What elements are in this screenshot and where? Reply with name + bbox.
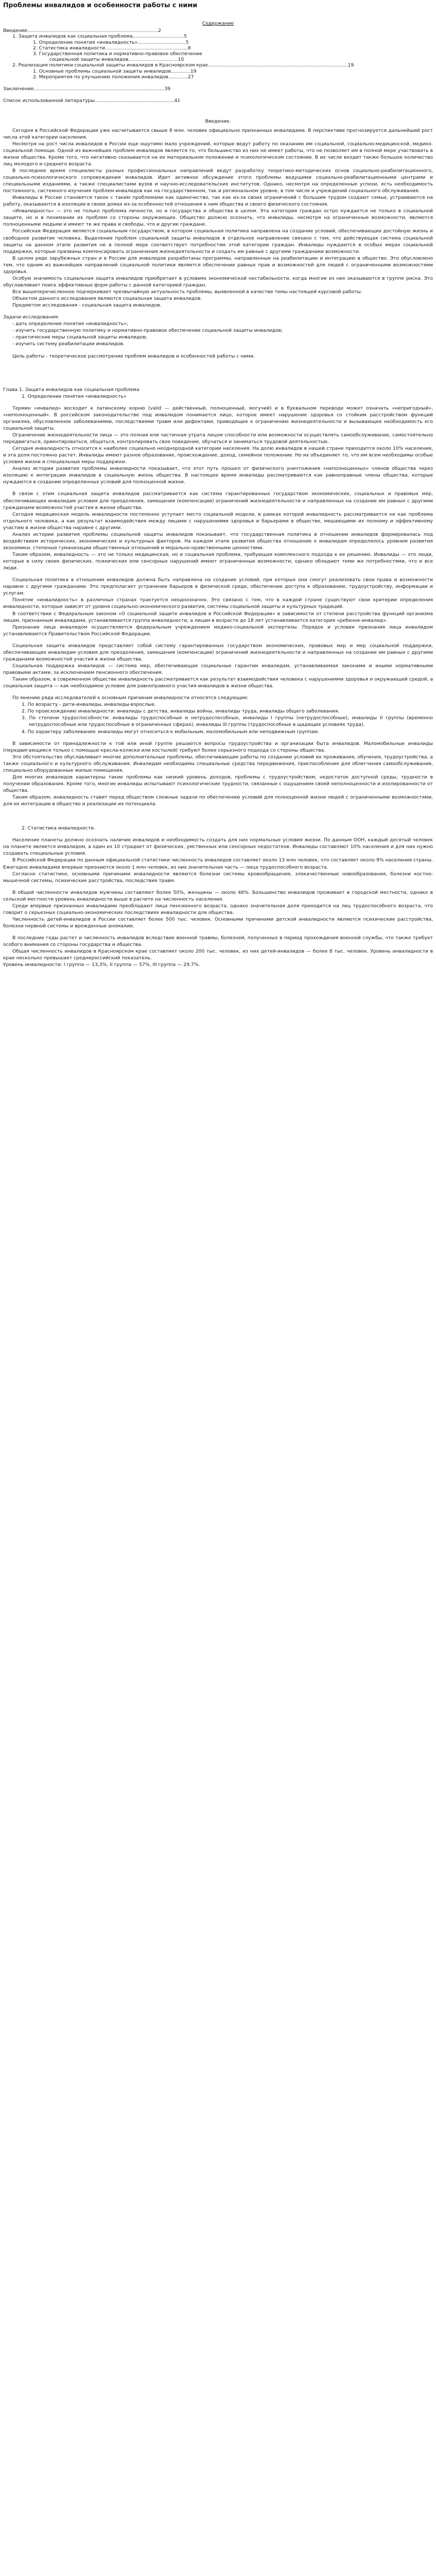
intro-paragraph: Несмотря на рост числа инвалидов в России еще ощутимо мало учреждений, которые ведут работу по оказанию им социальной, социально-медицинской, медико-социальной помощи. Одной из важнейших проблем инвалидов является то, что большинство из них не имеет работы, что не позволяет им в полной мере участвовать в жизни общества. Кроме того, что негативно сказывается на их материальном положении и психологическом состоянии. В их числе входит также большое количество лиц молодого и среднего возраста.	[3, 141, 433, 167]
chapter1-paragraph: Социальная политика в отношении инвалидов должна быть направлена на создание условий, при которых они смогут реализовать свои права и возможности наравне с другими гражданами. Это предполагает устранение барьеров в физической среде, обеспечение доступа к образованию, трудоустройству, информации и услугам.	[3, 577, 433, 597]
chapter1-paragraph: Понятие «инвалидность» в различных странах трактуется неоднозначно. Это связано с тем, что в каждой стране существуют свои критерии определения инвалидности, которые зависят от уровня социально-экономического развития, системы социальной защиты и культурных традиций.	[3, 597, 433, 610]
stats-body	[3, 837, 433, 961]
intro-heading: Введение.	[205, 118, 231, 125]
stats-paragraph: В общей численности инвалидов мужчины составляют более 50%, женщины — около 48%. Большинство инвалидов проживает в городской местности, однако в сельской местности уровень инвалидности выше в расчете на численность населения.	[3, 889, 433, 902]
tasks-list	[3, 320, 433, 347]
intro-paragraph: Объектом данного исследования являются социальная защита инвалидов.	[12, 296, 202, 302]
chapter1-paragraph: Термин «инвалид» восходит к латинскому корню (valid — действенный, полноценный, могучий) и в буквальном переводе может означать «непригодный», «неполноценный». В российском законодательстве под инвалидом понимается лицо, которое имеет нарушение здоровья со стойким расстройством функций организма, обусловленное заболеваниями, последствиями травм или дефектами, приводящее к ограничению жизнедеятельности и вызывающее необходимость его социальной защиты.	[3, 405, 433, 431]
toc-entry: Список использованной литературы.....................................................41	[3, 98, 181, 104]
toc-entry: 1. Определение понятия «инвалидность»................................5	[33, 39, 189, 45]
intro-paragraph: Инвалиды в России становятся такое с таким проблемами как одиночество, так как из-за своих ограничений с большим трудом создают семьи, устраиваются на работу, оказываются в изоляции в своих домах из-за особенностей отношения к ним общества и своего физического состояния.	[3, 195, 433, 208]
intro-paragraph: В целом ряде зарубежных стран и в России для инвалидов разработаны программы, направленные на реабилитацию и интеграцию в общество. Это обусловлено тем, что одним из важнейших направлений социальной политики является обеспечение равных прав и возможностей для людей с ограниченными возможностями здоровья.	[3, 255, 433, 275]
toc-entry: 2. Реализация политики социальной защиты инвалидов в Красноярском крае.............................................................................................19	[12, 62, 354, 69]
toc-entry: 2. Статистика инвалидности.......................................................8	[33, 45, 191, 51]
table-of-contents	[3, 28, 433, 104]
cause-item: 1. По возрасту - дети-инвалиды, инвалиды-взрослые.	[22, 702, 156, 708]
stats-paragraph: Общая численность инвалидов в Красноярском крае составляет около 200 тыс. человек, из них детей-инвалидов — более 8 тыс. человек. Уровень инвалидности в крае несколько превышает среднероссийский показатель.	[3, 948, 433, 961]
tasks-heading: Задачи исследования:	[3, 314, 60, 320]
section2-heading: 2. Статистика инвалидности.	[22, 825, 96, 832]
chapter1-body	[3, 405, 433, 690]
cause-item: 4. По характеру заболевания: инвалиды могут относиться к мобильным, маломобильным или неподвижным группам.	[22, 728, 320, 735]
causes-paragraph: Таким образом, инвалидность ставит перед обществом сложные задачи по обеспечению условий для полноценной жизни людей с ограниченными возможностями, для их интеграции в общество и реализации их потенциала.	[3, 794, 433, 807]
task-item: - практические меры социальной защиты инвалидов;	[12, 334, 147, 341]
stats-paragraph: В Российской Федерации по данным официальной статистики численность инвалидов составляет около 13 млн человек, что составляет около 9% населения страны. Ежегодно инвалидами впервые признаются около 1 млн человек, из них значительная часть — лица трудоспособного возраста.	[3, 857, 433, 870]
intro-paragraph: Все вышеперечисленное подчеркивает чрезвычайную актуальность проблемы, выявленной в качестве темы настоящей курсовой работы.	[12, 289, 362, 295]
chapter1-paragraph: В связи с этим социальная защита инвалидов рассматривается как система гарантированных государством экономических, социальных и правовых мер, обеспечивающих инвалидам условия для преодоления, замещения (компенсации) ограничений жизнедеятельности и направленных на создание им равных с другими гражданами возможностей участия в жизни общества.	[3, 491, 433, 511]
intro-paragraph: Российская Федерация является социальным государством, в котором социальная политика направлена на создание условий, обеспечивающих достойную жизнь и свободное развитие человека. Выделение проблем социальной защиты инвалидов в отдельное направление связано с тем, что действующая система социальной защиты на данном этапе развития не в полной мере соответствует потребностям этой категории граждан. Инвалиды нуждаются в особых мерах социальной поддержки, которые призваны компенсировать ограничения жизнедеятельности и создать им равные с другими гражданами возможности.	[3, 228, 433, 255]
task-item: - изучить государственную политику и нормативно-правовое обеспечение социальной защиты инвалидов;	[12, 328, 283, 334]
stats-paragraph: Согласно статистике, основными причинами инвалидности являются болезни системы кровообращения, злокачественные новообразования, болезни костно-мышечной системы, психические расстройства, последствия травм.	[3, 871, 433, 884]
cause-item: 2. По происхождению инвалидности: инвалиды с детства, инвалиды войны, инвалиды труда, инвалиды общего заболевания.	[22, 708, 340, 715]
toc-entry: Заключение.......................................................................................39	[3, 86, 171, 92]
toc-entry: социальной защиты инвалидов.................................10	[49, 57, 184, 63]
chapter1-paragraph: Таким образом, в современном обществе инвалидность рассматривается как результат взаимодействия человека с нарушениями здоровья и окружающей средой, а социальная защита — как необходимое условие для равноправного участия инвалидов в жизни общества.	[3, 676, 433, 689]
chapter1-paragraph: Признание лица инвалидом осуществляется федеральным учреждением медико-социальной экспертизы. Порядок и условия признания лица инвалидом устанавливаются Правительством Российской Федерации.	[3, 624, 433, 637]
stats-paragraph: В последние годы растет и численность инвалидов вследствие военной травмы, болезней, полученных в период прохождения военной службы, что также требует особого внимания со стороны государства и общества.	[3, 935, 433, 948]
toc-entry: 3. Государственная политика и нормативно-правовое обеспечение	[33, 50, 202, 57]
chapter1-heading: Глава 1. Защита инвалидов как социальная проблема	[3, 386, 139, 393]
causes-paragraph: В зависимости от принадлежности к той или иной группе решаются вопросы трудоустройства и организации быта инвалидов. Маломобильные инвалиды (передвигающиеся только с помощью кресла-коляски или костылей) требуют более серьезного подхода со стороны общества.	[3, 740, 433, 753]
chapter1-paragraph: Социальная защита инвалидов представляет собой систему гарантированных государством экономических, правовых мер и мер социальной поддержки, обеспечивающих инвалидам условия для преодоления, замещения (компенсации) ограничений жизнедеятельности и направленных на создание им равных с другими гражданами возможностей участия в жизни общества.	[3, 642, 433, 662]
chapter1-paragraph: Анализ истории развития проблемы социальной защиты инвалидов показывает, что государственная политика в отношении инвалидов формировалась под воздействием исторических, экономических и культурных факторов. На каждом этапе развития общества отношение к инвалидам определялось уровнем развития экономики, степенью гуманизации общественных отношений и морально-нравственными ценностями.	[3, 531, 433, 551]
chapter1-paragraph: Таким образом, инвалидность — это не только медицинская, но и социальная проблема, требующая комплексного подхода к ее решению. Инвалиды — это люди, которые в силу своих физических, психических или сенсорных нарушений имеют ограниченные возможности, однако обладают теми же потребностями, что и все люди.	[3, 552, 433, 571]
intro-paragraph: Особую значимость социальная защита инвалидов приобретает в условиях экономической нестабильности, когда многие из них оказываются в группе риска. Это обуславливает поиск эффективных форм работы с данной категорией граждан.	[3, 275, 433, 288]
cause-item: 3. По степени трудоспособности: инвалиды трудоспособные и нетрудоспособные, инвалиды I группы (нетрудоспособные), инвалиды II группы (временно нетрудоспособные или трудоспособные в ограниченных сферах), инвалиды III группы (трудоспособные в щадящих условиях труда).	[22, 715, 433, 728]
task-item: - изучить систему реабилитации инвалидов.	[12, 341, 125, 347]
chapter1-paragraph: Ограничение жизнедеятельности лица — это полная или частичная утрата лицом способности или возможности осуществлять самообслуживание, самостоятельно передвигаться, ориентироваться, общаться, контролировать свое поведение, обучаться и заниматься трудовой деятельностью.	[3, 432, 433, 445]
chapter1-paragraph: Сегодня инвалидность относится к наиболее социально неоднородной категории населения. На долю инвалидов в нашей стране приходится около 10% населения, и эта доля постоянно растет. Инвалиды имеют разное образование, происхождение, доход, семейное положение. Но их объединяет то, что им всем необходимы особые условия жизни и специальные меры поддержки.	[3, 446, 433, 465]
causes-body	[3, 740, 433, 808]
intro-body	[3, 127, 433, 309]
stats-paragraph: Население планеты должно осознать наличие инвалидов и необходимость создать для них нормальные условия жизни. По данным ООН, каждый десятый человек на планете является инвалидом, а один из 10 страдает от физических, умственных или сенсорных недостатков. Инвалиды составляют 10% населения и для них нужно создавать специальные условия.	[3, 837, 433, 857]
chapter1-paragraph: Социальная поддержка инвалидов — система мер, обеспечивающая социальные гарантии инвалидам, устанавливаемая законами и иными нормативными правовыми актами, за исключением пенсионного обеспечения.	[3, 663, 433, 676]
toc-entry: Введение.......................................................................................2	[3, 28, 161, 34]
intro-paragraph: Предметом исследования - социальная защита инвалидов.	[12, 302, 162, 309]
document-title: Проблемы инвалидов и особенности работы с ними	[3, 1, 198, 9]
toc-entry: 1. Защита инвалидов как социальная проблема..................................5	[12, 33, 187, 40]
toc-entry: 1. Основные проблемы социальной защиты инвалидов.............19	[33, 68, 197, 74]
stats-paragraph: Среди впервые признанных инвалидами преобладают лица пенсионного возраста, однако значительная доля приходится на лиц трудоспособного возраста, что говорит о серьезных социально-экономических последствиях инвалидности для общества.	[3, 903, 433, 916]
intro-paragraph: В последнее время специалисты разных профессиональных направлений ведут разработку теоретико-методических основ социально-реабилитационного, социально-психологического сопровождения инвалидов. Идет активное обсуждение этого проблемы ведущими социально-реабилитационными центрами и специальными изданиями, а также специалистами вузов и научно-исследовательских институтов. Однако, несмотря на определенные успехи, есть необходимость постоянного, системного изучения проблем инвалидов как на государственном, так и региональном уровне, в том числе и учреждений социального обслуживания.	[3, 167, 433, 194]
section1-heading: 1. Определение понятия «инвалидность»	[22, 393, 127, 399]
stats-footer: Уровень инвалидности: I группа — 13,3%, II группа — 57%, III группа — 29,7%.	[3, 962, 200, 968]
causes-intro: По мнению ряда исследователей к основным причинам инвалидности относятся следующие:	[12, 695, 249, 701]
goal-text: Цель работы - теоретическое рассмотрение проблем инвалидов и особенностей работы с ними.	[12, 353, 255, 359]
causes-list	[3, 701, 433, 735]
intro-paragraph: «Инвалидность» — это не только проблема личности, но и государства и общества в целом. Эта категория граждан остро нуждается не только в социальной защите, но и в понимании их проблем со стороны окружающих. Общество должно осознать, что инвалиды, несмотря на ограниченные возможности, являются полноценными людьми и имеют те же права и свободы, что и другие граждане.	[3, 208, 433, 228]
toc-heading: Содержание	[202, 21, 234, 26]
chapter1-paragraph: Анализ истории развития проблемы инвалидности показывает, что этот путь прошел от физического уничтожения «неполноценных» членов общества через изоляцию к интеграции инвалидов в социальную жизнь общества. В настоящее время инвалиды рассматриваются как равноправные члены общества, которые нуждаются в создании определенных условий для полноценной жизни.	[3, 466, 433, 485]
chapter1-paragraph: Сегодня медицинская модель инвалидности постепенно уступает место социальной модели, в рамках которой инвалидность рассматривается не как проблема отдельного человека, а как результат взаимодействия между лицами с нарушениями здоровья и барьерами в обществе, мешающими их полному и эффективному участию в жизни общества наравне с другими.	[3, 511, 433, 531]
intro-paragraph: Сегодня в Российской Федерации уже насчитывается свыше 8 млн. человек официально признанных инвалидами. В перспективе прогнозируется дальнейший рост числа этой категории населения.	[3, 127, 433, 140]
stats-paragraph: Численность детей-инвалидов в России составляет более 500 тыс. человек. Основными причинами детской инвалидности являются психические расстройства, болезни нервной системы и врожденные аномалии.	[3, 916, 433, 929]
toc-entry: 2. Мероприятия по улучшению положения инвалидов.............27	[33, 74, 194, 80]
chapter1-paragraph: В соответствии с Федеральным законом «О социальной защите инвалидов в Российской Федерации» в зависимости от степени расстройства функций организма лицам, признанным инвалидами, устанавливается группа инвалидности, а лицам в возрасте до 18 лет устанавливается категория «ребенок-инвалид».	[3, 611, 433, 623]
task-item: - дать определение понятия «инвалидность»;	[12, 321, 129, 327]
causes-paragraph: Это обстоятельство обуславливает многие дополнительные проблемы, обеспечивающие работы по созданию условий их проживания, обучения, трудоустройства, а также социального и культурного обслуживания. Инвалидам необходимы специальные средства передвижения, приспособления для облегчения самообслуживания, специально оборудованные жилые помещения.	[3, 754, 433, 773]
causes-paragraph: Для многих инвалидов характерны такие проблемы как низкий уровень доходов, проблемы с трудоустройством, недостаток доступной среды, трудности в получении образования. Кроме того, многие инвалиды испытывают психологические трудности, связанные с ощущением своей неполноценности и изолированности от общества.	[3, 774, 433, 794]
